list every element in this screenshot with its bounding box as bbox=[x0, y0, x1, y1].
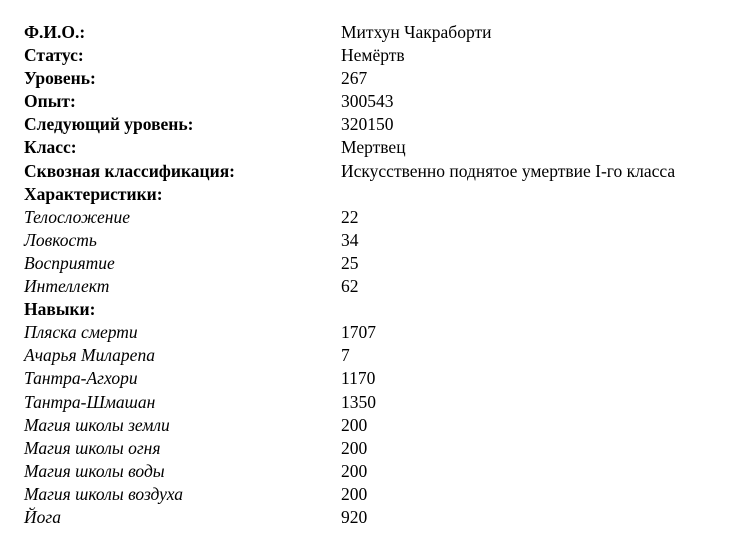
skill-label: Магия школы земли bbox=[24, 414, 170, 435]
skill-value: 200 bbox=[341, 483, 368, 504]
field-value: Немёртв bbox=[341, 45, 405, 66]
skill-row bbox=[24, 506, 724, 529]
row-classification bbox=[24, 160, 724, 183]
row-level bbox=[24, 67, 724, 90]
stat-label: Ловкость bbox=[24, 229, 97, 250]
stat-row bbox=[24, 206, 724, 229]
field-value: 267 bbox=[341, 68, 368, 89]
skill-label: Йога bbox=[24, 506, 61, 527]
section-heading-characteristics bbox=[24, 183, 724, 206]
field-value: 300543 bbox=[341, 91, 394, 112]
skill-value: 7 bbox=[341, 345, 350, 366]
field-label: Опыт: bbox=[24, 91, 76, 112]
skill-value: 200 bbox=[341, 437, 368, 458]
skill-value: 920 bbox=[341, 506, 368, 527]
skill-value: 200 bbox=[341, 460, 368, 481]
stat-value: 22 bbox=[341, 206, 359, 227]
skill-label: Тантра-Агхори bbox=[24, 368, 138, 389]
field-label: Ф.И.О.: bbox=[24, 22, 86, 42]
field-value: Мертвец bbox=[341, 137, 406, 158]
skill-row bbox=[24, 391, 724, 414]
skill-row bbox=[24, 414, 724, 437]
skill-value: 1707 bbox=[341, 322, 376, 343]
section-heading: Характеристики: bbox=[24, 183, 163, 204]
stat-row bbox=[24, 229, 724, 252]
field-label: Класс: bbox=[24, 137, 77, 158]
row-next-level bbox=[24, 113, 724, 136]
row-status bbox=[24, 44, 724, 67]
stat-row bbox=[24, 275, 724, 298]
field-value: 320150 bbox=[341, 114, 394, 135]
stat-label: Восприятие bbox=[24, 252, 115, 273]
skill-label: Магия школы воды bbox=[24, 460, 165, 481]
row-class bbox=[24, 136, 724, 159]
stat-value: 25 bbox=[341, 252, 359, 273]
field-label: Следующий уровень: bbox=[24, 114, 194, 135]
skill-row bbox=[24, 367, 724, 390]
skill-row bbox=[24, 437, 724, 460]
character-sheet bbox=[24, 21, 724, 529]
skill-label: Магия школы огня bbox=[24, 437, 161, 458]
skill-label: Пляска смерти bbox=[24, 322, 138, 343]
skill-label: Ачарья Миларепа bbox=[24, 345, 155, 366]
skill-value: 1170 bbox=[341, 368, 376, 389]
field-value: Митхун Чакраборти bbox=[341, 22, 492, 42]
row-full-name bbox=[24, 21, 724, 44]
skill-label: Магия школы воздуха bbox=[24, 483, 183, 504]
field-label: Уровень: bbox=[24, 68, 96, 89]
field-value: Искусственно поднятое умертвие I-го класса bbox=[341, 160, 676, 181]
stat-value: 62 bbox=[341, 276, 359, 297]
field-label: Статус: bbox=[24, 45, 84, 66]
stat-label: Интеллект bbox=[24, 276, 110, 297]
stat-row bbox=[24, 252, 724, 275]
skill-value: 1350 bbox=[341, 391, 376, 412]
field-label: Сквозная классификация: bbox=[24, 160, 235, 181]
skill-label: Тантра-Шмашан bbox=[24, 391, 156, 412]
skill-row bbox=[24, 460, 724, 483]
skill-value: 200 bbox=[341, 414, 368, 435]
row-experience bbox=[24, 90, 724, 113]
stat-value: 34 bbox=[341, 229, 359, 250]
skill-row bbox=[24, 344, 724, 367]
section-heading-skills bbox=[24, 298, 724, 321]
skill-row bbox=[24, 321, 724, 344]
skill-row bbox=[24, 483, 724, 506]
section-heading: Навыки: bbox=[24, 299, 96, 320]
stat-label: Телосложение bbox=[24, 206, 130, 227]
